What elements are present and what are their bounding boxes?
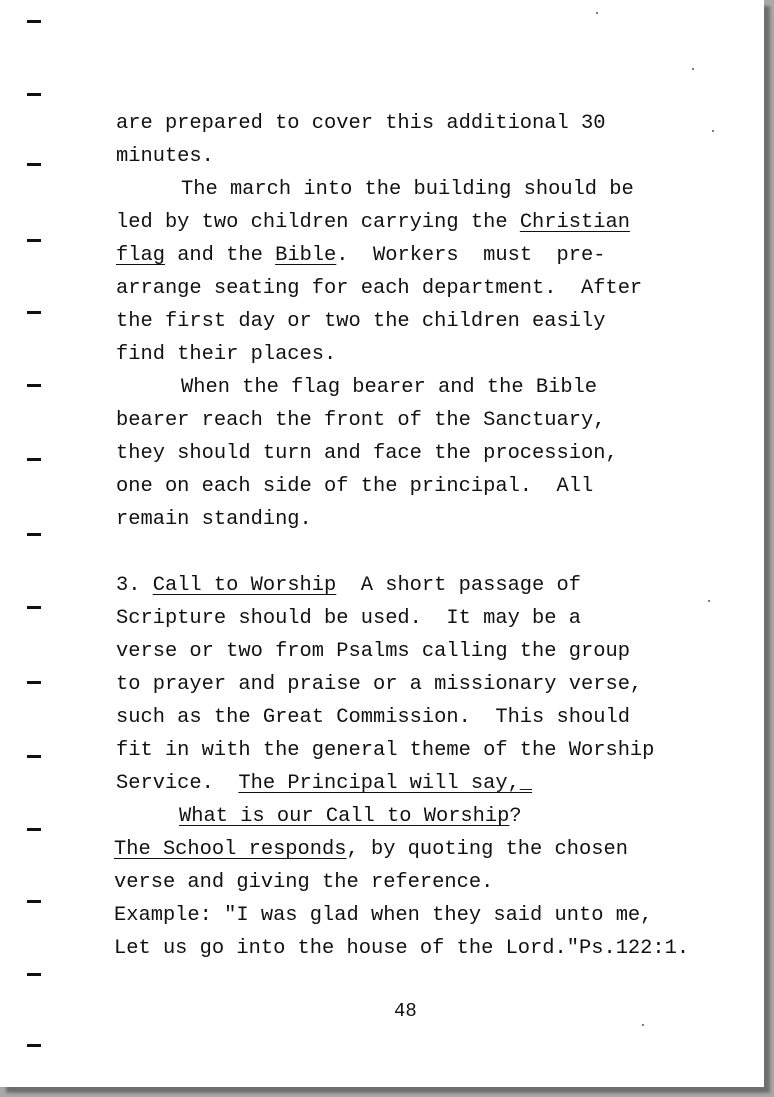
- text-run: bearer reach the front of the Sanctuary,: [116, 409, 606, 432]
- text-line: [116, 508, 312, 532]
- margin-mark: [27, 384, 41, 387]
- underlined-text: Christian: [519, 211, 630, 234]
- text-line: [116, 343, 336, 367]
- text-line: [116, 310, 605, 334]
- text-line: [116, 442, 618, 466]
- text-run: led by two children carrying the: [116, 211, 520, 234]
- text-run: When the flag bearer and the Bible: [181, 376, 598, 399]
- margin-mark: [27, 163, 41, 166]
- speck: [642, 1024, 644, 1026]
- text-line: [116, 640, 630, 664]
- text-line: [114, 871, 493, 895]
- text-run: Example: "I was glad when they said unto me,: [114, 904, 653, 927]
- text-run: remain standing.: [116, 508, 312, 531]
- text-run: find their places.: [116, 343, 337, 366]
- underlined-text: Call to Worship: [152, 574, 337, 597]
- margin-mark: [27, 93, 41, 96]
- text-line: [116, 277, 642, 301]
- text-run: the first day or two the children easily: [116, 310, 606, 333]
- margin-mark: [27, 533, 41, 536]
- text-run: verse or two from Psalms calling the group: [116, 640, 630, 663]
- text-run: Let us go into the house of the Lord."Ps.122:1.: [114, 937, 690, 960]
- text-line: [116, 706, 630, 730]
- underlined-text: flag: [116, 244, 165, 267]
- text-line: [114, 838, 628, 862]
- text-line: [114, 937, 689, 961]
- text-line: [116, 673, 642, 697]
- margin-mark: [27, 755, 41, 758]
- text-line: [179, 805, 522, 829]
- underlined-text: What is our Call to Worship: [179, 805, 510, 828]
- speck: [712, 130, 714, 132]
- text-run: and the: [164, 244, 276, 267]
- page-number: 48: [394, 1000, 417, 1022]
- margin-mark: [27, 239, 41, 242]
- margin-mark: [27, 681, 41, 684]
- speck: [692, 68, 694, 70]
- text-run: ?: [509, 805, 522, 828]
- speck: [596, 12, 598, 14]
- margin-mark: [27, 311, 41, 314]
- text-line: [181, 376, 597, 400]
- text-run: arrange seating for each department. After: [116, 277, 643, 300]
- text-line: [116, 145, 214, 169]
- margin-mark: [27, 20, 41, 23]
- text-run: minutes.: [116, 145, 214, 168]
- margin-mark: [27, 900, 41, 903]
- text-run: Scripture should be used. It may be a: [116, 607, 581, 630]
- text-line: [116, 475, 593, 499]
- text-line: [116, 211, 630, 235]
- text-line: [116, 574, 581, 598]
- text-line: [116, 739, 654, 763]
- text-line: [116, 112, 605, 136]
- text-run: , by quoting the chosen: [346, 838, 628, 861]
- underlined-text: The Principal will say,_: [238, 772, 533, 795]
- text-line: [116, 607, 581, 631]
- text-run: Service.: [116, 772, 239, 795]
- text-run: 3.: [116, 574, 153, 597]
- text-run: to prayer and praise or a missionary verse,: [116, 673, 643, 696]
- underlined-text: Bible: [275, 244, 337, 267]
- margin-mark: [27, 458, 41, 461]
- text-run: . Workers must pre-: [336, 244, 606, 267]
- underlined-text: The School responds: [114, 838, 347, 861]
- text-run: one on each side of the principal. All: [116, 475, 594, 498]
- text-run: they should turn and face the procession,: [116, 442, 618, 465]
- text-line: [116, 244, 605, 268]
- text-run: A short passage of: [336, 574, 581, 597]
- text-run: are prepared to cover this additional 30: [116, 112, 606, 135]
- text-run: fit in with the general theme of the Worship: [116, 739, 655, 762]
- margin-mark: [27, 606, 41, 609]
- margin-mark: [27, 1044, 41, 1047]
- text-line: [116, 409, 605, 433]
- text-line: [116, 772, 532, 796]
- text-line: [114, 904, 652, 928]
- margin-mark: [27, 828, 41, 831]
- text-run: verse and giving the reference.: [114, 871, 494, 894]
- speck: [708, 600, 710, 602]
- text-line: [181, 178, 634, 202]
- text-run: The march into the building should be: [181, 178, 634, 201]
- text-run: such as the Great Commission. This should: [116, 706, 630, 729]
- margin-mark: [27, 973, 41, 976]
